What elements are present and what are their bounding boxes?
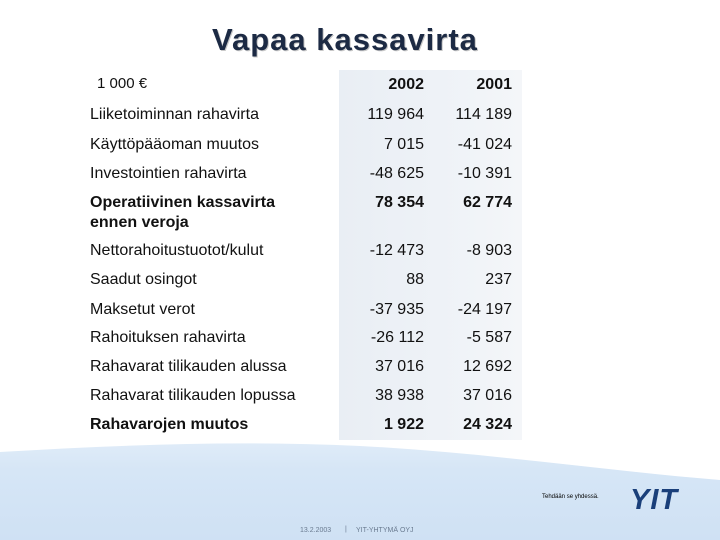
row-label: Rahavarojen muutos [90,416,249,433]
value-2001: -24 197 [457,301,512,318]
value-2002: 119 964 [367,106,424,123]
row-label: Rahavarat tilikauden alussa [90,358,287,375]
brand-tagline: Tehdään se yhdessä. [542,494,599,500]
column-header-2002: 2002 [388,76,424,93]
value-2002: -37 935 [369,301,424,318]
row-label: Nettorahoitustuotot/kulut [90,242,264,259]
value-2002: 88 [406,271,424,288]
row-label: Saadut osingot [90,271,197,288]
value-2001: -41 024 [457,136,512,153]
logo-text: YIT [630,485,679,511]
row-label: Investointien rahavirta [90,165,247,182]
value-2001: -8 903 [466,242,512,259]
footer-separator: | [345,526,347,533]
row-label: Käyttöpääoman muutos [90,136,259,153]
value-2002: -26 112 [370,329,424,346]
yit-logo [630,485,706,511]
row-label: Liiketoiminnan rahavirta [90,106,259,123]
value-2002: -12 473 [369,242,424,259]
value-2002: -48 625 [369,165,424,182]
value-2001: -10 391 [457,165,512,182]
value-2002: 38 938 [375,387,424,404]
value-2001: 237 [485,271,512,288]
row-label: Rahavarat tilikauden lopussa [90,387,296,404]
row-label: Maksetut verot [90,301,195,318]
value-2001: 62 774 [463,194,512,211]
value-2001: -5 587 [466,329,512,346]
column-header-2001: 2001 [476,76,512,93]
value-2002: 37 016 [375,358,424,375]
row-label: Operatiivinen kassavirta ennen veroja [90,194,275,231]
footer-date: 13.2.2003 [300,527,332,534]
footer-organization: YIT-YHTYMÄ OYJ [356,527,414,534]
value-2001: 24 324 [463,416,512,433]
value-2001: 37 016 [463,387,512,404]
value-2001: 114 189 [455,106,512,123]
value-2002: 78 354 [375,194,424,211]
value-2002: 1 922 [383,416,424,433]
unit-label: 1 000 € [97,75,148,92]
value-2002: 7 015 [383,136,424,153]
row-label: Rahoituksen rahavirta [90,329,246,346]
value-2001: 12 692 [463,358,512,375]
slide-title: Vapaa kassavirta [212,22,478,57]
